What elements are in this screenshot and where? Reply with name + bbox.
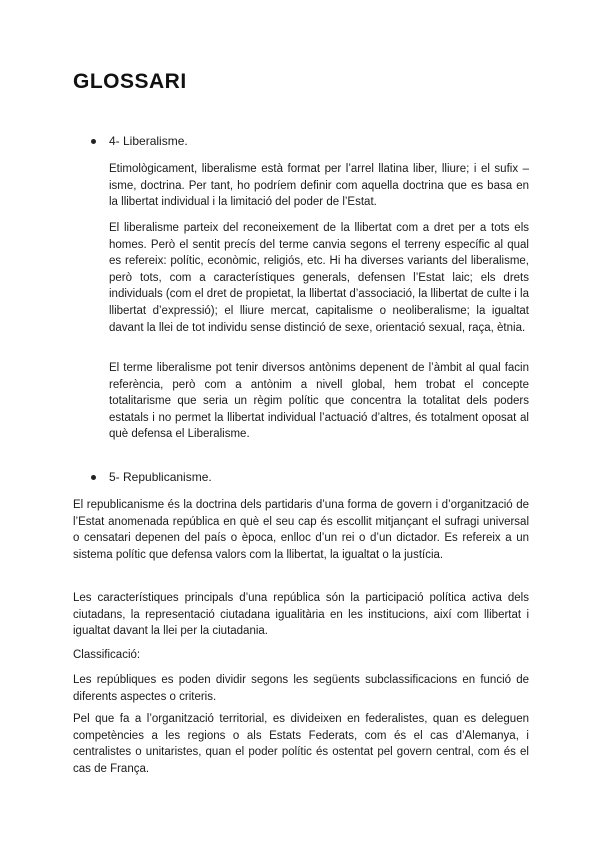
paragraph: Pel que fa a l’organització territorial, es divideixen en federalistes, quan es deleguen competències a les regions o als Estats Federats, com és el cas d’Alemanya, i centralistes o unitaristes, quan el poder polític és ostentat pel govern central, com és el cas de França. xyxy=(73,713,529,775)
section-heading-republicanisme xyxy=(91,470,212,485)
paragraph: Les repúbliques es poden dividir segons les següents subclassificacions en funció de diferents aspectes o criteris. xyxy=(73,674,529,703)
paragraph: Classificació: xyxy=(73,649,141,661)
paragraph: El republicanisme és la doctrina dels partidaris d’una forma de govern i d’organització de l’Estat anomenada república en què el seu cap és escollit mitjançant el sufragi universal o censatari depenen del país o època, enlloc d’un rei o d’un dictador. Es refereix a un sistema polític que defensa valors com la llibertat, la igualtat o la justícia. xyxy=(73,499,529,561)
paragraph: El terme liberalisme pot tenir diversos antònims depenent de l’àmbit al qual facin referència, però com a antònim a nivell global, hem trobat el concepte totalitarisme que seria un règim polític que concentra la totalitat dels poders estatals i no permet la llibertat individual l’actuació d’altres, és totalment oposat al què defensa el Liberalisme. xyxy=(109,362,529,441)
section-heading-liberalisme xyxy=(91,134,188,149)
paragraph: Les característiques principals d’una república són la participació política activa dels ciutadans, la representació ciutadana igualitària en les institucions, així com llibertat i igualtat davant la llei per la ciutadania. xyxy=(73,592,529,638)
section-heading-text: 5- Republicanisme. xyxy=(109,470,212,484)
paragraph: Etimològicament, liberalisme està format per l’arrel llatina liber, lliure; i el sufix –isme, doctrina. Per tant, ho podríem definir com aquella doctrina que es basa en la llibertat individual i la limitació del poder de l’Estat. xyxy=(109,163,529,209)
paragraph: El liberalisme parteix del reconeixement de la llibertat com a dret per a tots els homes. Però el sentit precís del terme canvia segons el terreny específic al qual es refereix: polític, econòmic, religiós, etc. Hi ha diverses variants del liberalisme, però tots, com a característiques generals, defensen l’Estat laic; els drets individuals (com el dret de propietat, la llibertat d’associació, la llibertat de culte i la llibertat d’expressió); el lliure mercat, capitalisme o neoliberalisme; la igualtat davant la llei de tot individu sense distinció de sexe, orientació sexual, raça, ètnia. xyxy=(109,222,529,334)
section-heading-text: 4- Liberalisme. xyxy=(109,134,188,148)
bullet-icon xyxy=(91,139,96,144)
page-title: GLOSSARI xyxy=(73,70,187,93)
bullet-icon xyxy=(91,475,96,480)
